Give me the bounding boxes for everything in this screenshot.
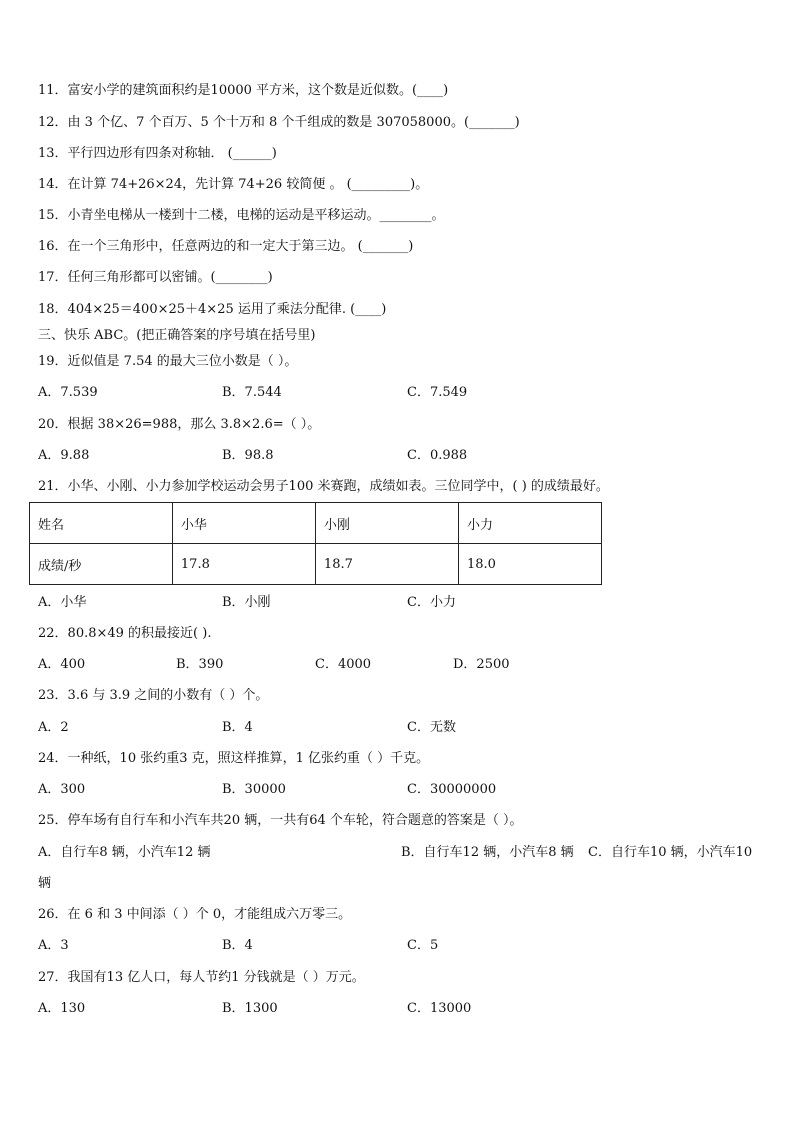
question-23: 23．3.6 与 3.9 之间的小数有（ ）个。	[38, 688, 269, 703]
question-24: 24．一种纸，10 张约重3 克，照这样推算，1 亿张约重（ ）千克。	[38, 751, 430, 766]
q19-option-b: B．7.544	[222, 385, 282, 400]
q20-option-b: B．98.8	[222, 448, 274, 463]
q25-option-c: C．自行车10 辆，小汽车10	[588, 845, 753, 860]
table-row	[30, 503, 602, 544]
q25-option-a: A．自行车8 辆，小汽车12 辆	[38, 845, 211, 860]
section-3-heading: 三、快乐 ABC。(把正确答案的序号填在括号里)	[38, 328, 316, 343]
q23-option-b: B．4	[222, 720, 253, 735]
question-13: 13．平行四边形有四条对称轴． (______)	[38, 146, 277, 161]
question-17: 17．任何三角形都可以密铺。(________)	[38, 270, 273, 285]
table-cell: 成绩/秒	[30, 544, 173, 585]
question-16: 16．在一个三角形中，任意两边的和一定大于第三边。 (_______)	[38, 239, 414, 254]
q27-option-c: C．13000	[407, 1001, 472, 1016]
table-cell: 18.0	[458, 544, 601, 585]
question-20: 20．根据 38×26=988，那么 3.8×2.6=（ ）。	[38, 417, 321, 432]
q21-option-c: C．小力	[407, 595, 456, 610]
q25-option-c-continued: 辆	[38, 876, 52, 891]
q23-option-a: A．2	[38, 720, 69, 735]
table-header-cell: 小力	[458, 503, 601, 544]
question-14: 14．在计算 74+26×24，先计算 74+26 较简便 。 (_________)。	[38, 177, 429, 192]
q20-option-c: C．0.988	[407, 448, 468, 463]
table-header-cell: 姓名	[30, 503, 173, 544]
question-25: 25．停车场有自行车和小汽车共20 辆，一共有64 个车轮，符合题意的答案是（ ）。	[38, 813, 523, 828]
table-row	[30, 544, 602, 585]
question-12: 12．由 3 个亿、7 个百万、5 个十万和 8 个千组成的数是 307058000。(_______)	[38, 115, 520, 130]
q21-option-a: A．小华	[38, 595, 87, 610]
q27-option-b: B．1300	[222, 1001, 278, 1016]
question-21: 21．小华、小刚、小力参加学校运动会男子100 米赛跑，成绩如表。三位同学中，( ) 的成绩最好。	[38, 479, 609, 494]
table-cell: 18.7	[315, 544, 458, 585]
question-18: 18．404×25＝400×25＋4×25 运用了乘法分配律. (____)	[38, 302, 387, 317]
q25-option-b: B．自行车12 辆，小汽车8 辆	[401, 845, 574, 860]
q22-option-a: A．400	[38, 657, 86, 672]
race-results-table	[29, 502, 602, 585]
q24-option-c: C．30000000	[407, 782, 497, 797]
question-11: 11．富安小学的建筑面积约是10000 平方米，这个数是近似数。(____)	[38, 83, 449, 98]
question-27: 27．我国有13 亿人口，每人节约1 分钱就是（ ）万元。	[38, 970, 365, 985]
q20-option-a: A．9.88	[38, 448, 90, 463]
question-19: 19．近似值是 7.54 的最大三位小数是（ ）。	[38, 354, 298, 369]
q19-option-c: C．7.549	[407, 385, 468, 400]
table-header-cell: 小刚	[315, 503, 458, 544]
question-26: 26．在 6 和 3 中间添（ ）个 0，才能组成六万零三。	[38, 907, 352, 922]
q19-option-a: A．7.539	[38, 385, 98, 400]
q23-option-c: C．无数	[407, 720, 456, 735]
question-15: 15．小青坐电梯从一楼到十二楼，电梯的运动是平移运动。________。	[38, 208, 445, 223]
table-cell: 17.8	[172, 544, 315, 585]
table-header-cell: 小华	[172, 503, 315, 544]
q27-option-a: A．130	[38, 1001, 86, 1016]
q22-option-d: D．2500	[453, 657, 510, 672]
q22-option-c: C．4000	[315, 657, 372, 672]
q22-option-b: B．390	[176, 657, 224, 672]
q26-option-c: C．5	[407, 938, 439, 953]
q24-option-b: B．30000	[222, 782, 286, 797]
q26-option-b: B．4	[222, 938, 253, 953]
question-22: 22．80.8×49 的积最接近( ).	[38, 626, 212, 641]
q24-option-a: A．300	[38, 782, 86, 797]
q26-option-a: A．3	[38, 938, 69, 953]
q21-option-b: B．小刚	[222, 595, 271, 610]
